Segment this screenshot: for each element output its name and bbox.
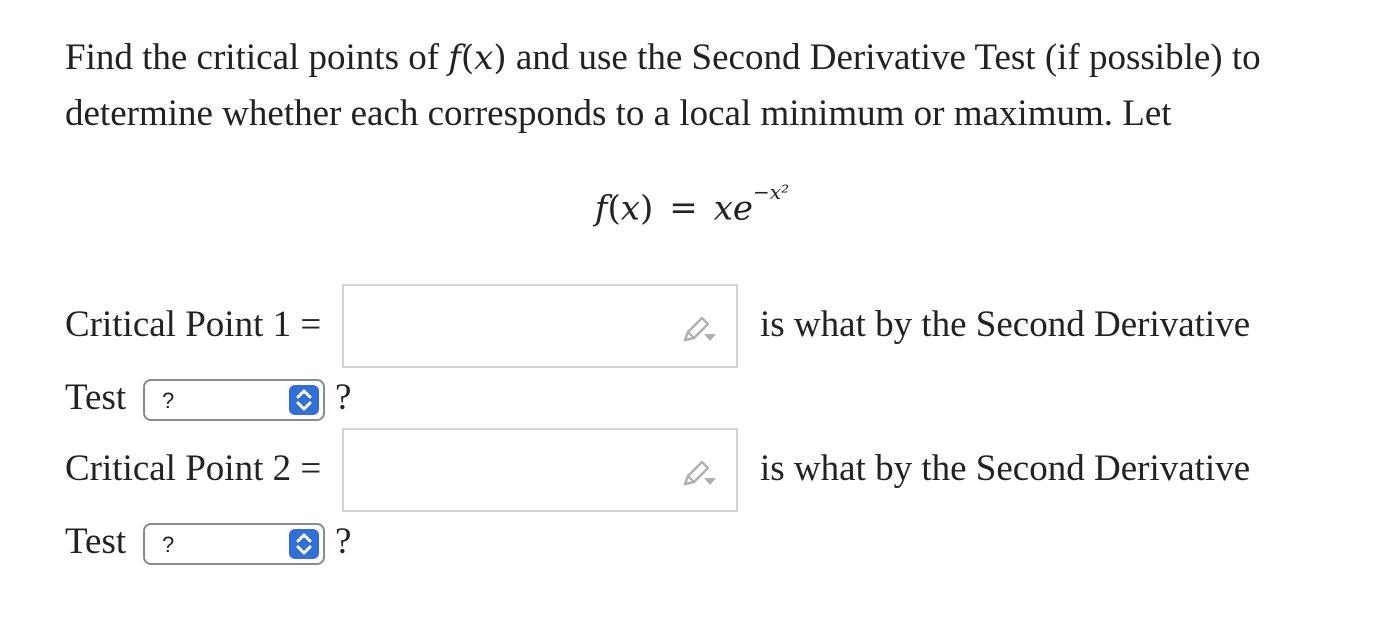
function-equation — [0, 170, 1384, 238]
critical-point-2-suffix: is what by the Second Derivative — [760, 448, 1251, 489]
critical-point-2-label: Critical Point 2 = — [65, 448, 322, 489]
function-rparen: ) — [493, 38, 507, 78]
intro-text-2: and use the Second Derivative Test (if possible) to determine whether each corresponds to a local minimum or maximum. Let — [65, 37, 1261, 134]
function-lparen: ( — [460, 38, 475, 78]
equation-lhs-lparen: ( — [607, 188, 621, 229]
equation-rhs-var: x — [713, 188, 733, 229]
function-variable: x — [474, 38, 494, 78]
critical-point-1-label: Critical Point 1 = — [65, 304, 322, 345]
critical-point-1-type-select[interactable] — [143, 379, 325, 421]
equation-rhs-base: e — [732, 188, 754, 229]
critical-point-2-select-value: ? — [162, 532, 175, 557]
pencil-dropdown-icon[interactable] — [682, 458, 718, 488]
critical-point-2-test-label: Test — [65, 521, 127, 562]
critical-point-2-question-mark: ? — [335, 521, 352, 562]
critical-point-1-question-mark: ? — [335, 377, 352, 418]
equation-equals: = — [669, 188, 698, 229]
intro-text-1: Find the critical points of — [65, 37, 449, 78]
equation-lhs-name: f — [594, 188, 608, 229]
critical-point-1-input[interactable] — [342, 284, 738, 368]
critical-point-2-type-select[interactable] — [143, 523, 325, 565]
equation-lhs-rparen: ) — [639, 188, 654, 229]
equation-lhs-var: x — [620, 188, 640, 229]
critical-point-1-select-value: ? — [162, 388, 175, 413]
critical-point-1-suffix: is what by the Second Derivative — [760, 304, 1251, 345]
function-name: f — [448, 38, 461, 78]
pencil-dropdown-icon[interactable] — [682, 314, 718, 344]
up-down-chevron-icon[interactable] — [289, 529, 319, 559]
up-down-chevron-icon[interactable] — [289, 385, 319, 415]
problem-statement — [65, 30, 1345, 141]
equation-exponent: −x² — [753, 180, 790, 204]
critical-point-1-test-label: Test — [65, 377, 127, 418]
critical-point-2-input[interactable] — [342, 428, 738, 512]
